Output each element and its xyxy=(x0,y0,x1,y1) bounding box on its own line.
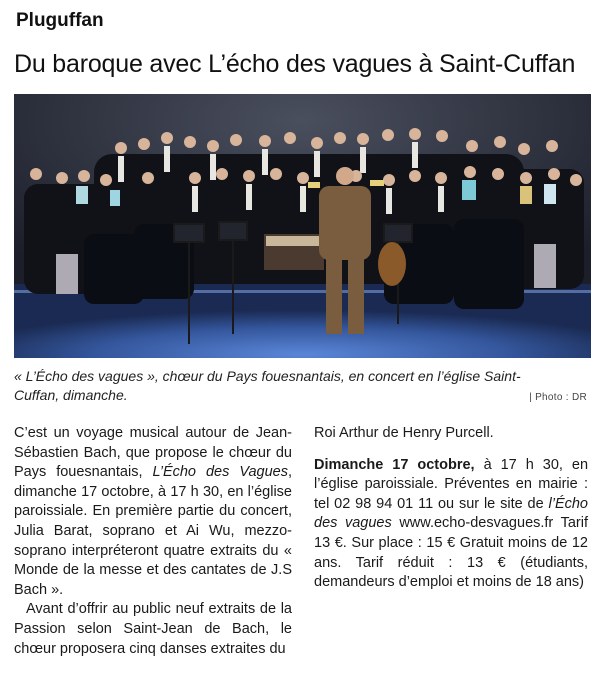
article-paragraph-1 xyxy=(14,424,292,600)
paragraph-1-text-cont: , dimanche 17 octobre, à 17 h 30, en l’église paroissiale. En première partie du concert, Julia Barat, soprano et Ai Wu, mezzo-soprano interpréteront quatre extraits du « Monde de la messe et des cantates de J.S Bach ». xyxy=(14,464,292,598)
article-headline: Du baroque avec L’écho des vagues à Saint-Cuffan xyxy=(14,50,576,78)
choir-concert-photo xyxy=(14,94,591,358)
event-info xyxy=(314,456,588,593)
article-paragraph-2: Avant d’offrir au public neuf extraits de la Passion selon Saint-Jean de Bach, le chœur proposera cinq danses extraites du xyxy=(14,601,292,657)
event-info-text: à 17 h 30, en l’église paroissiale. Préventes en mairie : tel 02 98 94 01 11 ou sur le site de xyxy=(314,456,589,512)
locality-heading: Pluguffan xyxy=(16,10,104,31)
article-column-right xyxy=(314,424,588,593)
event-date-bold: Dimanche 17 octobre, xyxy=(314,456,475,473)
photo-credit: | Photo : DR xyxy=(529,392,587,403)
paragraph-1-text: C’est un voyage musical autour de Jean-Sébastien Bach, que propose le chœur du Pays fouesnantais, xyxy=(14,425,292,481)
event-site-italic: l’Écho des vagues xyxy=(314,495,588,532)
article-column-left xyxy=(14,424,292,659)
photo-caption: « L’Écho des vagues », chœur du Pays fouesnantais, en concert en l’église Saint-Cuffan, dimanche. xyxy=(14,368,521,403)
choir-photo-illustration xyxy=(14,94,591,358)
event-info-text-cont: www.echo-desvagues.fr Tarif 13 €. Sur place : 15 € Gratuit moins de 12 ans. Tarif réduit : 13 € (étudiants, demandeurs d’emploi et moins de 18 ans) xyxy=(314,515,588,591)
choir-name-italic: L’Écho des Vagues xyxy=(152,464,288,481)
article-paragraph-2-continued: Roi Arthur de Henry Purcell. xyxy=(314,425,494,441)
